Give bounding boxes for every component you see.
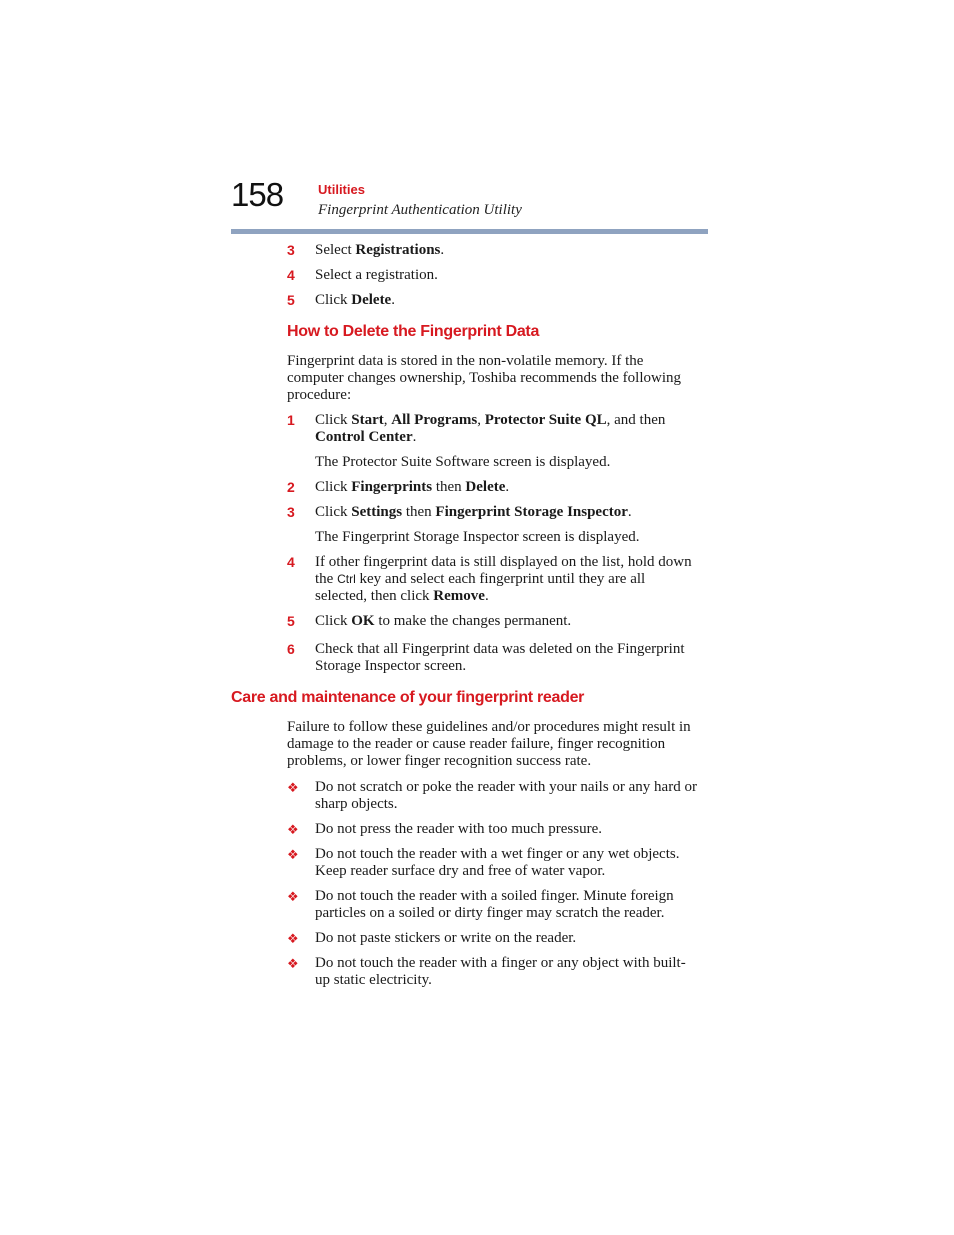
diamond-bullet-icon: ❖ <box>287 931 299 946</box>
step-number: 1 <box>287 412 295 428</box>
step-number: 5 <box>287 292 295 308</box>
step-number: 4 <box>287 267 295 283</box>
step-text: Check that all Fingerprint data was deleted on the Fingerprint Storage Inspector screen. <box>315 641 685 674</box>
subsection-title: Fingerprint Authentication Utility <box>318 202 522 218</box>
step-text: Click Settings then Fingerprint Storage Inspector. <box>315 504 632 520</box>
header-rule <box>231 229 708 234</box>
step-number: 3 <box>287 242 295 258</box>
delete-intro-paragraph: Fingerprint data is stored in the non-volatile memory. If the computer changes ownership, Toshiba recommends the following procedure: <box>287 353 681 403</box>
diamond-bullet-icon: ❖ <box>287 847 299 862</box>
step-note: The Fingerprint Storage Inspector screen is displayed. <box>315 529 640 545</box>
bullet-text: Do not paste stickers or write on the reader. <box>315 930 577 946</box>
delete-section-heading: How to Delete the Fingerprint Data <box>287 323 540 340</box>
ctrl-key-label: Ctrl <box>337 572 356 586</box>
bullet-text: Do not touch the reader with a wet finger or any wet objects. Keep reader surface dry and free of water vapor. <box>315 846 680 879</box>
diamond-bullet-icon: ❖ <box>287 889 299 904</box>
bullet-text: Do not touch the reader with a finger or any object with built- up static electricity. <box>315 955 686 988</box>
step-text: Click OK to make the changes permanent. <box>315 613 572 629</box>
step-note: The Protector Suite Software screen is displayed. <box>315 454 611 470</box>
page-number: 158 <box>231 176 284 213</box>
step-number: 4 <box>287 554 295 570</box>
step-number: 2 <box>287 479 295 495</box>
step-number: 3 <box>287 504 295 520</box>
bullet-text: Do not touch the reader with a soiled finger. Minute foreign particles on a soiled or dirty finger may scratch the reader. <box>315 888 674 921</box>
care-intro-paragraph: Failure to follow these guidelines and/or procedures might result in damage to the reader or cause reader failure, finger recognition problems, or lower finger recognition success rate. <box>287 719 691 769</box>
bullet-text: Do not scratch or poke the reader with your nails or any hard or sharp objects. <box>315 779 697 812</box>
section-title: Utilities <box>318 182 365 197</box>
diamond-bullet-icon: ❖ <box>287 956 299 971</box>
diamond-bullet-icon: ❖ <box>287 780 299 795</box>
bullet-text: Do not press the reader with too much pressure. <box>315 821 603 837</box>
step-text: Click Start, All Programs, Protector Suite QL, and then Control Center. <box>315 412 666 445</box>
step-text: Select Registrations. <box>315 242 445 258</box>
step-number: 6 <box>287 641 295 657</box>
diamond-bullet-icon: ❖ <box>287 822 299 837</box>
step-text: Click Fingerprints then Delete. <box>315 479 510 495</box>
step-text: If other fingerprint data is still displayed on the list, hold down the Ctrl key and select each fingerprint until they are all selected, then click Remove. <box>315 554 692 604</box>
step-text: Click Delete. <box>315 292 395 308</box>
step-text: Select a registration. <box>315 267 438 283</box>
step-number: 5 <box>287 613 295 629</box>
care-section-heading: Care and maintenance of your fingerprint reader <box>231 689 585 706</box>
